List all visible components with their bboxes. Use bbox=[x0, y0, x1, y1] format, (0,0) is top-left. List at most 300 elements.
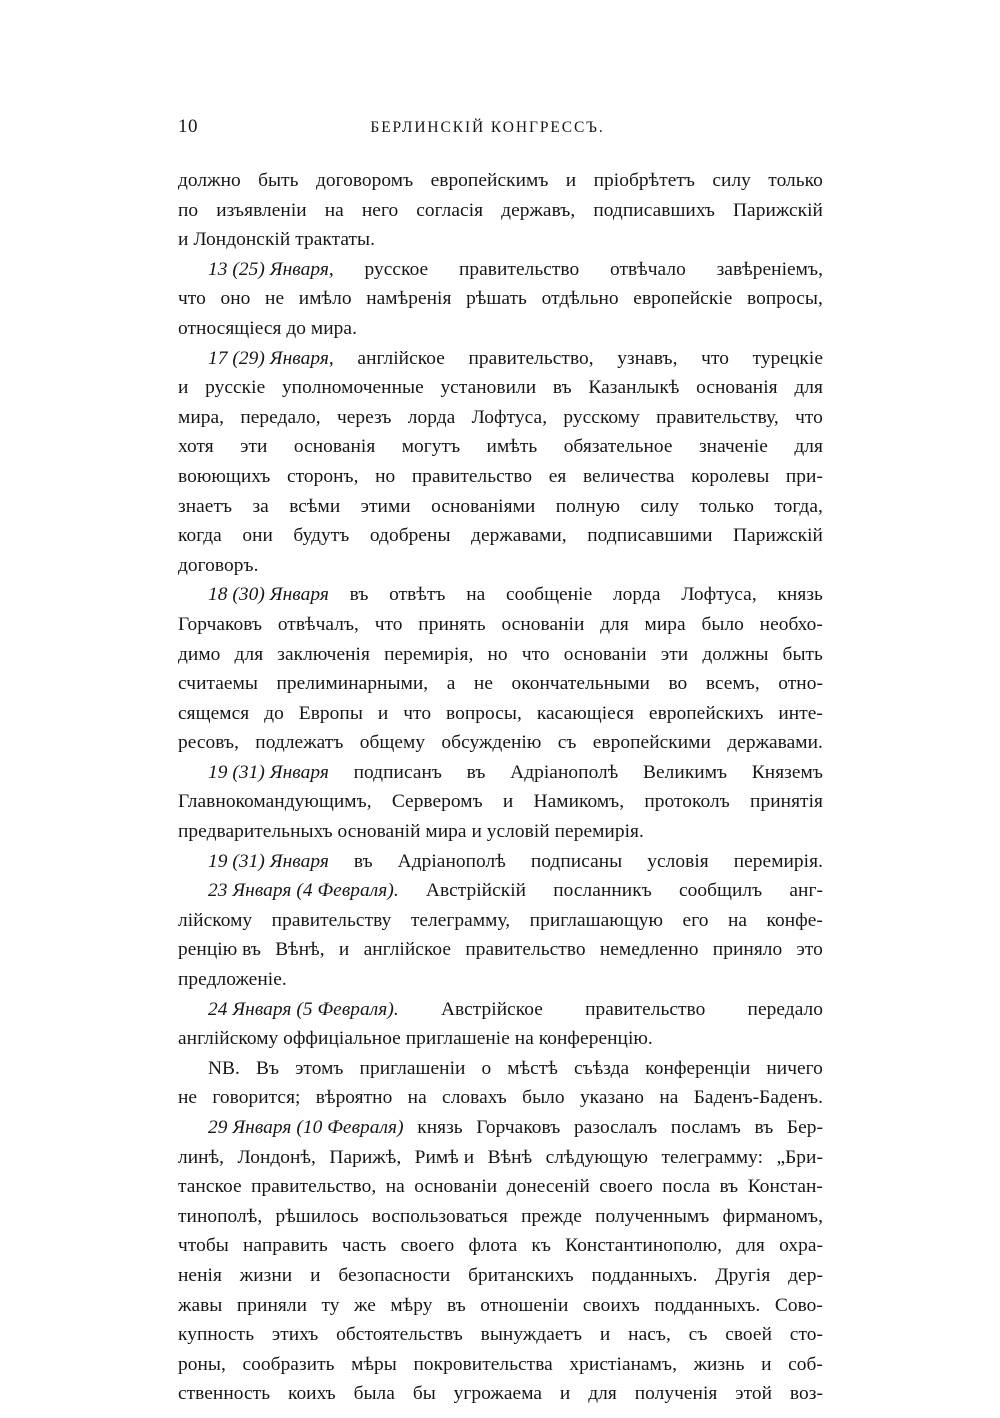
text-line bbox=[178, 373, 823, 403]
word: всемъ, bbox=[705, 673, 760, 695]
word: основанія bbox=[696, 377, 778, 399]
word: передало, bbox=[240, 406, 321, 428]
word: вѣроятно bbox=[315, 1087, 393, 1109]
word: Лофтуса, bbox=[471, 406, 548, 428]
paragraph bbox=[178, 758, 823, 847]
word: съ bbox=[557, 732, 577, 754]
word: телеграмму: bbox=[661, 1146, 764, 1168]
word: передало bbox=[747, 998, 823, 1020]
word: безопасности bbox=[338, 1264, 451, 1286]
text-line bbox=[178, 1320, 823, 1350]
text-line: договоръ. bbox=[178, 554, 259, 576]
word: перемирія, bbox=[384, 643, 474, 665]
word: линѣ, bbox=[178, 1146, 225, 1168]
word: не bbox=[265, 288, 285, 310]
text-line bbox=[178, 166, 823, 196]
word: и bbox=[565, 170, 577, 191]
word: но bbox=[487, 643, 508, 665]
word: ея bbox=[548, 465, 567, 487]
word: него bbox=[361, 199, 399, 221]
word: завѣреніемъ, bbox=[716, 258, 823, 280]
word: а bbox=[446, 673, 456, 695]
text-line bbox=[178, 758, 823, 788]
word: приняло bbox=[712, 939, 783, 961]
word: Австрійскій bbox=[425, 880, 527, 902]
word: его bbox=[682, 909, 709, 931]
word: отвѣчало bbox=[609, 258, 686, 280]
paragraph bbox=[178, 1113, 823, 1409]
word: коихъ bbox=[287, 1383, 336, 1405]
word: на bbox=[385, 1176, 405, 1198]
word: была bbox=[353, 1383, 395, 1405]
text-line bbox=[178, 284, 823, 314]
word: британскихъ bbox=[468, 1264, 574, 1286]
word: ту bbox=[321, 1294, 340, 1316]
word: что bbox=[521, 643, 550, 665]
word: знаетъ bbox=[178, 495, 233, 517]
word: изъявленіи bbox=[216, 199, 307, 221]
word: окончательными bbox=[511, 673, 650, 695]
word: на bbox=[324, 199, 344, 221]
word: сто- bbox=[789, 1324, 823, 1346]
word: флота bbox=[468, 1235, 518, 1257]
word: жавы bbox=[178, 1294, 223, 1316]
text-line: относящіеся до мира. bbox=[178, 317, 357, 339]
word: воюющихъ bbox=[178, 465, 271, 487]
word: и bbox=[178, 377, 189, 399]
word: мира, bbox=[178, 406, 225, 428]
word: для bbox=[234, 643, 264, 665]
word: принятія bbox=[750, 791, 823, 813]
word: конференціи bbox=[645, 1057, 751, 1079]
word: русскіе bbox=[205, 377, 266, 399]
word: имѣло bbox=[298, 288, 352, 310]
paragraph bbox=[178, 344, 823, 581]
word: заключенія bbox=[277, 643, 370, 665]
word: установили bbox=[440, 377, 537, 399]
word: прежде bbox=[521, 1205, 582, 1227]
word: необхо- bbox=[759, 613, 823, 635]
word: въ bbox=[353, 850, 373, 872]
word: мѣру bbox=[390, 1294, 433, 1316]
word: Парижскій bbox=[732, 199, 823, 221]
word: должно bbox=[178, 170, 241, 191]
word: одобрены bbox=[369, 525, 451, 547]
word: телеграмму, bbox=[410, 909, 511, 931]
word: всѣми bbox=[289, 495, 341, 517]
word: и bbox=[377, 702, 389, 724]
text-line bbox=[178, 580, 823, 610]
word: что bbox=[403, 702, 432, 724]
word: основаніями bbox=[431, 495, 536, 517]
word: отвѣтъ bbox=[389, 584, 446, 606]
word: для bbox=[794, 436, 823, 458]
word: говорится; bbox=[212, 1087, 301, 1109]
word: согласія bbox=[416, 199, 484, 221]
word: будутъ bbox=[293, 525, 350, 547]
word: что bbox=[701, 347, 729, 369]
text-line bbox=[178, 1172, 823, 1202]
text-line: и Лондонскій трактаты. bbox=[178, 229, 375, 251]
word: этихъ bbox=[271, 1324, 319, 1346]
text-line bbox=[178, 699, 823, 729]
word: „Бри- bbox=[776, 1146, 823, 1168]
word: узнавъ, bbox=[617, 347, 678, 369]
word: по bbox=[178, 199, 199, 221]
word: подданныхъ. bbox=[654, 1294, 761, 1316]
paragraph bbox=[178, 995, 823, 1054]
text-line: предложеніе. bbox=[178, 969, 287, 991]
word: и bbox=[310, 1264, 321, 1286]
word: не bbox=[178, 1087, 198, 1109]
word: направить bbox=[243, 1235, 328, 1257]
word: словахъ bbox=[442, 1087, 507, 1109]
word: чтобы bbox=[178, 1235, 229, 1257]
word: лійскому bbox=[178, 909, 253, 931]
word: обязательное bbox=[563, 436, 673, 458]
word: Вѣнѣ, bbox=[275, 939, 325, 961]
word: мѣры bbox=[351, 1353, 397, 1375]
word: европейскими bbox=[592, 732, 711, 754]
word: на bbox=[727, 909, 748, 931]
word: касающіеся bbox=[536, 702, 634, 724]
text-line bbox=[178, 906, 823, 936]
word: основаніи bbox=[563, 643, 647, 665]
word: Въ bbox=[255, 1057, 280, 1079]
word: правительству bbox=[271, 909, 392, 931]
word: съ bbox=[688, 1324, 708, 1346]
word: рѣшать bbox=[466, 288, 527, 310]
word: подписанъ bbox=[353, 761, 442, 783]
word: князь bbox=[777, 584, 823, 606]
word: жизнь bbox=[693, 1353, 745, 1375]
word: державами. bbox=[727, 732, 823, 754]
word: вопросы, bbox=[446, 702, 522, 724]
text-line bbox=[178, 462, 823, 492]
date-marker: 23 Января (4 Февраля). bbox=[208, 880, 399, 902]
text-line bbox=[178, 255, 823, 285]
paragraph bbox=[178, 580, 823, 758]
word: европейскіе bbox=[633, 288, 733, 310]
word: протоколъ bbox=[644, 791, 730, 813]
word: когда bbox=[178, 525, 222, 547]
word: Адріанополѣ bbox=[510, 761, 619, 783]
page-number: 10 bbox=[178, 116, 198, 137]
text-line bbox=[178, 1202, 823, 1232]
word: рѣшилось bbox=[275, 1205, 359, 1227]
text-line bbox=[178, 1113, 823, 1143]
word: къ bbox=[531, 1235, 551, 1257]
text-line: предварительныхъ основаній мира и условій перемирія. bbox=[178, 821, 644, 843]
word: въ bbox=[552, 377, 572, 399]
word: эти bbox=[240, 436, 268, 458]
word: должны bbox=[702, 643, 769, 665]
word: анг- bbox=[789, 880, 823, 902]
date-marker: 17 (29) Января, bbox=[208, 347, 334, 369]
word: они bbox=[242, 525, 273, 547]
word: пріобрѣтетъ bbox=[593, 170, 695, 191]
word: ственность bbox=[178, 1383, 271, 1405]
word: Адріанополѣ bbox=[397, 850, 506, 872]
word: Парижскій bbox=[732, 525, 823, 547]
word: Княземъ bbox=[751, 761, 823, 783]
word: мира bbox=[644, 613, 686, 635]
word: принять bbox=[418, 613, 486, 635]
word: воспользоваться bbox=[371, 1205, 508, 1227]
word: дер- bbox=[788, 1264, 823, 1286]
word: полученія bbox=[634, 1383, 718, 1405]
word: посла bbox=[662, 1176, 710, 1198]
word: что bbox=[178, 288, 206, 310]
word: Парижѣ, bbox=[329, 1146, 402, 1168]
word: отвѣчалъ, bbox=[277, 613, 359, 635]
text-line bbox=[178, 196, 823, 226]
word: въ bbox=[349, 584, 369, 606]
word: въ bbox=[754, 1117, 774, 1138]
word: же bbox=[354, 1294, 376, 1316]
word: это bbox=[796, 939, 823, 961]
text-line bbox=[178, 1261, 823, 1291]
word: въ bbox=[466, 761, 486, 783]
word: Европы bbox=[298, 702, 363, 724]
word: танское bbox=[178, 1176, 242, 1198]
word: въ bbox=[719, 1176, 739, 1198]
paragraph bbox=[178, 166, 823, 255]
date-marker: 29 Января (10 Февраля) bbox=[208, 1117, 404, 1138]
word: этомъ bbox=[295, 1057, 344, 1079]
date-marker: 13 (25) Января, bbox=[208, 258, 334, 280]
word: о bbox=[481, 1057, 492, 1079]
text-line bbox=[178, 787, 823, 817]
paragraph bbox=[178, 876, 823, 994]
word: и bbox=[559, 1383, 571, 1405]
word: Главнокомандующимъ, bbox=[178, 791, 372, 813]
word: договоромъ bbox=[315, 170, 414, 191]
word: бы bbox=[412, 1383, 436, 1405]
word: обсужденію bbox=[441, 732, 542, 754]
word: своихъ bbox=[582, 1294, 640, 1316]
word: для bbox=[588, 1383, 617, 1405]
word: не bbox=[473, 673, 494, 695]
text-line bbox=[178, 1350, 823, 1380]
word: европейскимъ bbox=[430, 170, 549, 191]
paragraph bbox=[178, 1054, 823, 1113]
word: Горчаковъ bbox=[178, 613, 263, 635]
word: этими bbox=[360, 495, 411, 517]
word: было bbox=[522, 1087, 565, 1109]
text-line bbox=[178, 403, 823, 433]
word: сящемся bbox=[178, 702, 250, 724]
word: слѣдующую bbox=[545, 1146, 649, 1168]
date-marker: 24 Января (5 Февраля). bbox=[208, 998, 399, 1020]
word: своего bbox=[599, 1176, 653, 1198]
word: сообщеніе bbox=[506, 584, 593, 606]
word: для bbox=[736, 1235, 765, 1257]
word: Сово- bbox=[774, 1294, 823, 1316]
word: лорда bbox=[407, 406, 456, 428]
word: Серверомъ bbox=[391, 791, 483, 813]
text-line bbox=[178, 1143, 823, 1173]
word: прелиминарными, bbox=[276, 673, 429, 695]
word: для bbox=[794, 377, 823, 399]
word: ренцію въ bbox=[178, 939, 261, 961]
word: димо bbox=[178, 643, 221, 665]
word: правительство bbox=[585, 998, 706, 1020]
word: что bbox=[795, 406, 823, 428]
word: мѣстѣ bbox=[507, 1057, 558, 1079]
word: отно- bbox=[778, 673, 823, 695]
word: сторонъ, bbox=[286, 465, 359, 487]
word: посланникъ bbox=[553, 880, 652, 902]
word: Баденъ-Баденъ. bbox=[693, 1087, 823, 1109]
word: часть bbox=[341, 1235, 387, 1257]
word: съѣзда bbox=[573, 1057, 630, 1079]
text-line bbox=[178, 344, 823, 374]
word: русскому bbox=[563, 406, 640, 428]
word: полученнымъ bbox=[595, 1205, 710, 1227]
word: въ bbox=[446, 1294, 466, 1316]
word: приняли bbox=[236, 1294, 308, 1316]
word: подписавшихъ bbox=[593, 199, 715, 221]
running-head bbox=[178, 116, 823, 140]
word: покровительства bbox=[413, 1353, 553, 1375]
word: турецкіе bbox=[752, 347, 823, 369]
word: Вѣнѣ bbox=[487, 1146, 533, 1168]
word: обстоятельствъ bbox=[336, 1324, 463, 1346]
word: ресовъ, bbox=[178, 732, 239, 754]
word: конфе- bbox=[766, 909, 823, 931]
word: своего bbox=[400, 1235, 455, 1257]
date-marker: 19 (31) Января bbox=[208, 850, 329, 872]
word: отношеніи bbox=[480, 1294, 569, 1316]
word: своей bbox=[725, 1324, 772, 1346]
word: Бер- bbox=[786, 1117, 823, 1138]
text-line bbox=[178, 521, 823, 551]
text-line bbox=[178, 492, 823, 522]
word: условія bbox=[647, 850, 709, 872]
word: основаніи bbox=[414, 1176, 498, 1198]
word: отдѣльно bbox=[541, 288, 619, 310]
word: воз- bbox=[789, 1383, 823, 1405]
text-line bbox=[178, 847, 823, 877]
word: вопросы, bbox=[747, 288, 823, 310]
word: и bbox=[502, 791, 514, 813]
word: правительство bbox=[458, 258, 580, 280]
word: охра- bbox=[779, 1235, 823, 1257]
word: разослалъ bbox=[573, 1117, 658, 1138]
word: англійское bbox=[363, 939, 452, 961]
word: основаніи bbox=[501, 613, 585, 635]
word: правительству, bbox=[656, 406, 779, 428]
word: соб- bbox=[788, 1353, 823, 1375]
word: быть bbox=[782, 643, 823, 665]
word: посламъ bbox=[670, 1117, 741, 1138]
word: уполномоченные bbox=[281, 377, 424, 399]
word: сообщилъ bbox=[678, 880, 763, 902]
word: вынуждаетъ bbox=[480, 1324, 583, 1346]
word: имѣть bbox=[486, 436, 538, 458]
word: королевы bbox=[691, 465, 770, 487]
word: Константинополю, bbox=[565, 1235, 723, 1257]
word: русское bbox=[364, 258, 429, 280]
word: до bbox=[264, 702, 284, 724]
word: но bbox=[375, 465, 396, 487]
date-marker: 18 (30) Января bbox=[208, 584, 329, 606]
word: Лондонѣ, bbox=[237, 1146, 316, 1168]
word: приглашающую bbox=[529, 909, 664, 931]
word: подписаны bbox=[530, 850, 623, 872]
word: правительство bbox=[465, 939, 586, 961]
word: подписавшими bbox=[587, 525, 713, 547]
word: угрожаема bbox=[453, 1383, 543, 1405]
date-marker: 19 (31) Января bbox=[208, 761, 329, 783]
text-line bbox=[178, 432, 823, 462]
word: князь bbox=[417, 1117, 463, 1138]
word: эти bbox=[660, 643, 689, 665]
word: подлежатъ bbox=[255, 732, 344, 754]
word: на bbox=[407, 1087, 427, 1109]
word: Другія bbox=[715, 1264, 771, 1286]
word: Римѣ и bbox=[414, 1146, 475, 1168]
word: при- bbox=[785, 465, 823, 487]
word: купность bbox=[178, 1324, 255, 1346]
word: только bbox=[768, 170, 823, 191]
word: англійское bbox=[357, 347, 445, 369]
text-line bbox=[178, 669, 823, 699]
word: жизни bbox=[239, 1264, 293, 1286]
word: быть bbox=[258, 170, 299, 191]
word: и bbox=[338, 939, 350, 961]
word: приглашеніи bbox=[359, 1057, 466, 1079]
word: и bbox=[761, 1353, 772, 1375]
word: тинополѣ, bbox=[178, 1205, 263, 1227]
word: считаемы bbox=[178, 673, 258, 695]
word: донесеній bbox=[506, 1176, 590, 1198]
word: перемирія. bbox=[733, 850, 823, 872]
word: Великимъ bbox=[643, 761, 728, 783]
word: только bbox=[699, 495, 754, 517]
text-line bbox=[178, 610, 823, 640]
paragraph bbox=[178, 847, 823, 877]
word: за bbox=[252, 495, 269, 517]
word: основанія bbox=[293, 436, 376, 458]
word: силу bbox=[712, 170, 751, 191]
text-line bbox=[178, 1291, 823, 1321]
word: христіанамъ, bbox=[569, 1353, 677, 1375]
word: ненія bbox=[178, 1264, 222, 1286]
word: что bbox=[374, 613, 403, 635]
word: немедленно bbox=[599, 939, 699, 961]
word: сообразить bbox=[242, 1353, 335, 1375]
word: лорда bbox=[612, 584, 661, 606]
word: силу bbox=[640, 495, 680, 517]
text-line bbox=[178, 1054, 823, 1084]
text-line bbox=[178, 1231, 823, 1261]
word: Казанлыкѣ bbox=[588, 377, 680, 399]
word: Лофтуса, bbox=[681, 584, 757, 606]
text-line bbox=[178, 640, 823, 670]
word: правительство, bbox=[251, 1176, 377, 1198]
word: общему bbox=[359, 732, 426, 754]
word: значеніе bbox=[698, 436, 768, 458]
word: величества bbox=[582, 465, 675, 487]
word: полную bbox=[555, 495, 621, 517]
word: правительство bbox=[411, 465, 533, 487]
text-line bbox=[178, 935, 823, 965]
word: могутъ bbox=[401, 436, 461, 458]
word: на bbox=[466, 584, 486, 606]
word: намѣренія bbox=[366, 288, 452, 310]
